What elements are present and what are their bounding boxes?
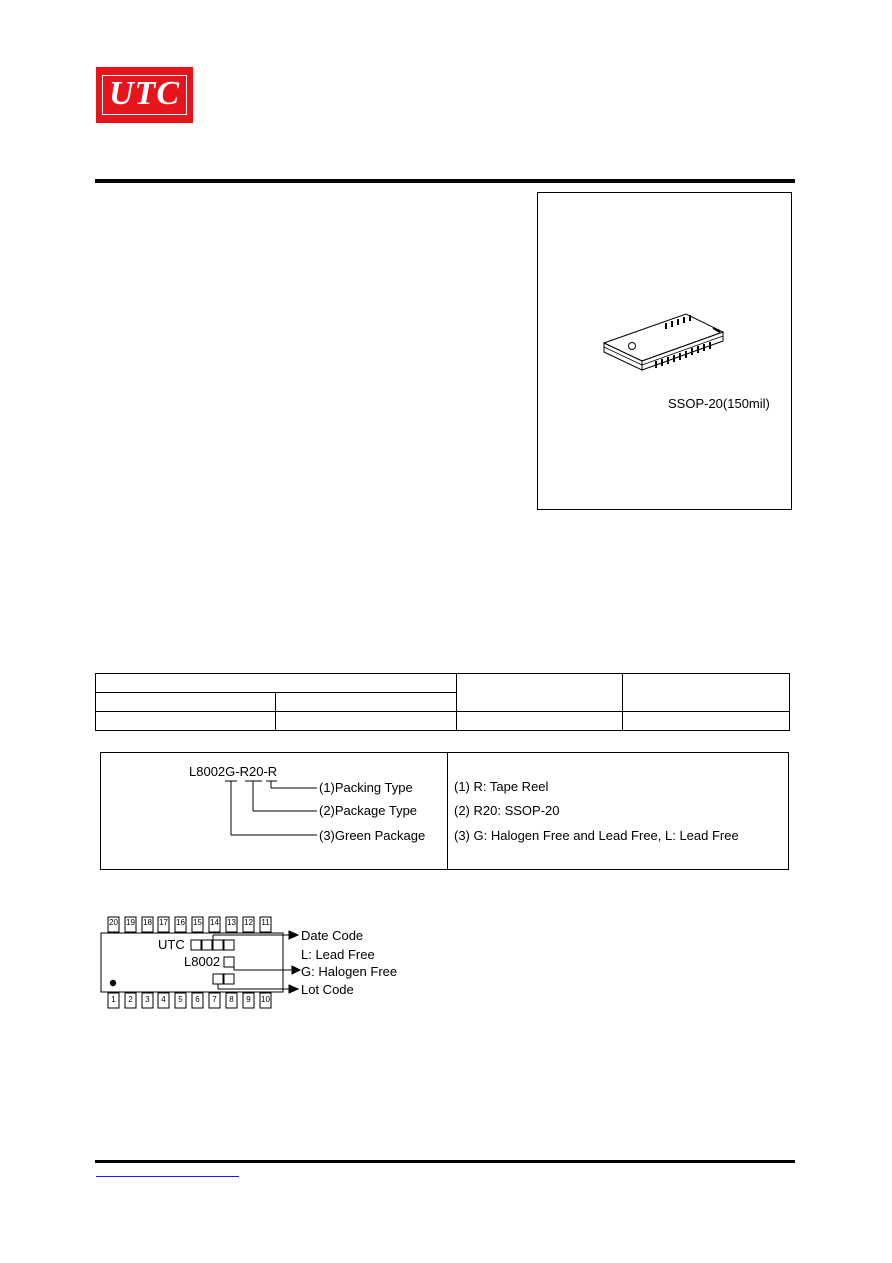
footer-rule [95,1160,795,1163]
pin-16: 16 [176,918,185,927]
pin-20: 20 [109,918,118,927]
pin-4: 4 [161,995,166,1004]
package-type-note: (2) R20: SSOP-20 [454,803,560,818]
lead-free-label: L: Lead Free [301,947,375,962]
green-package-note: (3) G: Halogen Free and Lead Free, L: Lead Free [454,828,739,843]
pin-6: 6 [195,995,200,1004]
chip-marking-part: L8002 [184,954,221,969]
pin-2: 2 [128,995,133,1004]
ordering-table [95,673,790,731]
utc-logo [96,67,193,123]
pin-9: 9 [246,995,251,1004]
package-image-box [537,192,792,510]
chip-marking-utc: UTC [158,937,185,952]
pin-14: 14 [210,918,219,927]
halogen-free-label: G: Halogen Free [301,964,398,979]
ssop-chip-illustration [538,193,791,509]
lot-code-label: Lot Code [301,982,354,997]
pin-19: 19 [126,918,135,927]
packing-type-label: (1)Packing Type [319,780,413,795]
pin-7: 7 [212,995,217,1004]
code-box-divider [447,753,448,869]
website-link[interactable] [96,1176,239,1177]
header-rule [95,179,795,183]
pin-12: 12 [244,918,253,927]
pin-18: 18 [143,918,152,927]
pin-15: 15 [193,918,202,927]
pin-11: 11 [261,918,270,927]
pin-1: 1 [111,995,116,1004]
logo-text: UTC [102,75,187,115]
pin-10: 10 [261,995,270,1004]
date-code-label: Date Code [301,928,364,943]
pin-8: 8 [229,995,234,1004]
marking-arrows [100,916,310,1011]
pin-17: 17 [159,918,168,927]
green-package-label: (3)Green Package [319,828,426,843]
pin-13: 13 [227,918,236,927]
pin-3: 3 [145,995,150,1004]
package-type-label: (2)Package Type [319,803,418,818]
part-number: L8002G-R20-R [189,764,278,779]
marking-diagram [100,916,400,1011]
pin-5: 5 [178,995,183,1004]
ordering-code-leaders [225,778,325,840]
packing-type-note: (1) R: Tape Reel [454,779,549,794]
package-label: SSOP-20(150mil) [668,396,770,411]
